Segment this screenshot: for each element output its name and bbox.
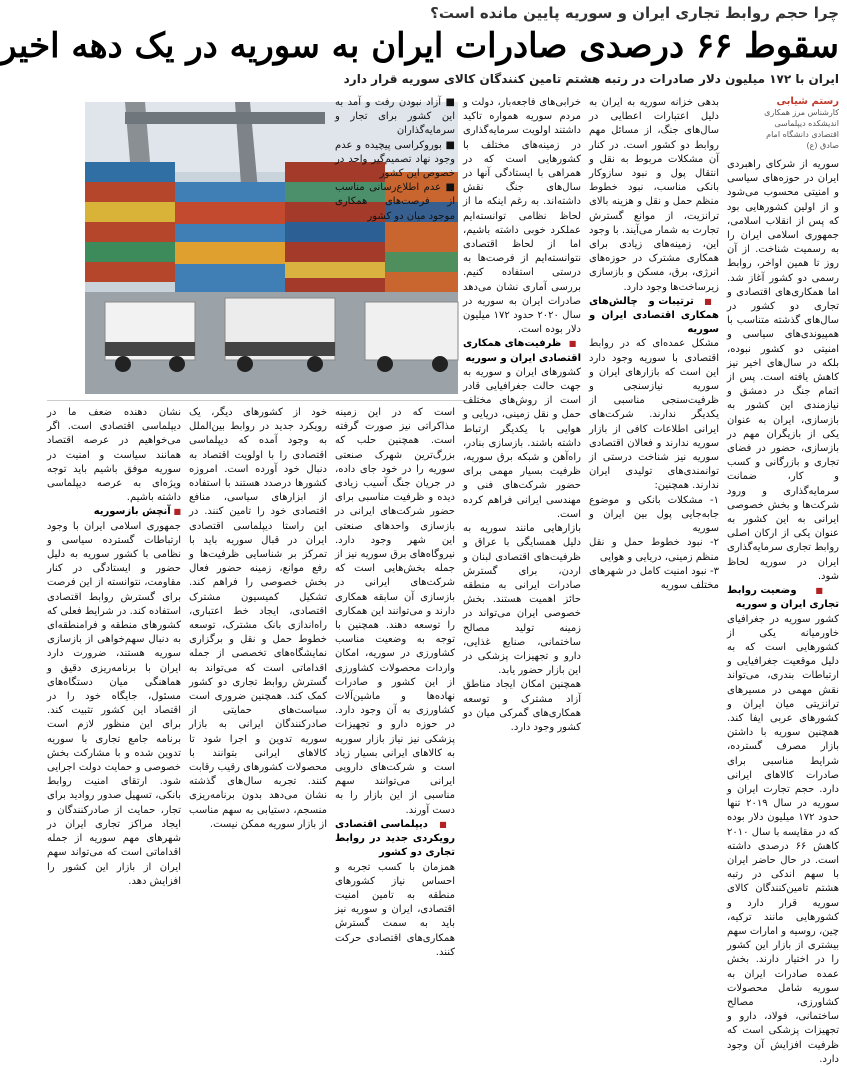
paragraph: کشورهای ایران و سوریه به جهت حالت جغرافیایی قادر است از روش‌های مختلف حمل و نقل زمینی، دریایی و هوایی با یکدیگر ارتباط داشته باشند. بازسازی بنادر، راه‌آهن و شبکه برق سوریه، ظرفیت بسیار مهمی برای حضور شرکت‌های فنی و مهندسی ایرانی فراهم کرده است. [463,366,581,522]
paragraph: همزمان با کسب تجربه و احساس نیاز کشورهای منطقه به تامین امنیت اقتصادی، ایران و سوریه نیز باید به سمت گسترش همکاری‌های اقتصادی حرکت کنند. [335,861,455,960]
paragraph: ۱- مشکلات بانکی و موضوع جابه‌جایی پول بین ایران و سوریه [589,494,719,537]
section-subheading: ■ دیپلماسی اقتصادی رویکردی جدید در روابط تجاری دو کشور [335,818,455,861]
article-headline: سقوط ۶۶ درصدی صادرات ایران به سوریه در یک دهه اخیر [51,26,839,66]
photo-divider [47,400,467,401]
paragraph: مشکل عمده‌ای که در روابط اقتصادی با سوریه وجود دارد این است که بازارهای ایران و سوریه نیازسنجی و ظرفیت‌سنجی مناسبی از یکدیگر ندارند. شرکت‌های ایرانی اطلاعات کافی از بازار سوریه ندارند و فعالان اقتصادی سوریه نیز شناخت درستی از توانمندی‌های تولیدی ایران ندارند. همچنین: [589,337,719,493]
column-7 [47,406,181,751]
author-description: کارشناس مرز همکاری اندیشکده دیپلماسی اقتصادی دانشگاه امام صادق (ع) [747,107,839,151]
paragraph: ۳- نبود امنیت کامل در شهرهای مختلف سوریه [589,565,719,593]
paragraph: سوریه از شرکای راهبردی ایران در حوزه‌های سیاسی و امنیتی محسوب می‌شود و از اولین کشورهایی بود که پس از انقلاب اسلامی، جمهوری اسلامی ایران را به رسمیت شناخت. از آن روز تا همین اواخر، روابط رسمی دو کشور آغاز شد. اما همکاری‌های اقتصادی و تجاری دو کشور در سال‌های گذشته متناسب با همپیوندی‌های سیاسی و امنیتی دو کشور نبوده، بلکه در سال‌های اخیر نیز کاهش یافته است. پس از اتمام جنگ در دمشق و نیازمندی این کشور به بازسازی، ایران به عنوان یکی از بازیگران مهم در بازسازی، حضور در فضای تجاری و بازرگانی و کسب و کار، ضمانت سرمایه‌گذاری و ورود شرکت‌ها و بخش خصوصی ایرانی به این کشور به عنوان یکی از ارکان اصلی روابط تجاری سرمایه‌گذاری ایران در سوریه لحاظ شود. [727,158,839,584]
paragraph: خرابی‌های فاجعه‌بار، دولت و مردم سوریه همواره تاکید داشتند اولویت سرمایه‌گذاری در زمینه‌های مختلف با کشورهایی است که در همراهی با ایستادگی آنها در سال‌های جنگ نقش داشته‌اند. به رغم اینکه ما از لحاظ نظامی توانسته‌ایم عملکرد خوبی داشته باشیم، اما از لحاظ اقتصادی نتوانسته‌ایم از فرصت‌ها به درستی استفاده کنیم. بررسی آماری نشان می‌دهد صادرات ایران به سوریه در سال ۲۰۲۰ حدود ۱۷۲ میلیون دلار بوده است. [463,96,581,337]
article-kicker: چرا حجم روابط تجاری ایران و سوریه پایین مانده است؟ [339,4,839,22]
paragraph: ■ عدم اطلاع‌رسانی مناسب از فرصت‌های همکاری موجود میان دو کشور [335,181,455,224]
section-subheading: ■ وضعیت روابط تجاری ایران و سوریه [727,584,839,612]
section-subheading: ■ ظرفیت‌های همکاری اقتصادی ایران و سوریه [463,337,581,365]
paragraph: جمهوری اسلامی ایران با وجود ارتباطات گسترده سیاسی و نظامی با کشور سوریه به دلیل حضور و ایستادگی در کنار مقاومت، نتوانسته از این فرصت برای گسترش روابط اقتصادی استفاده کند. در شرایط فعلی که کشورهای منطقه و فرامنطقه‌ای به دنبال سهم‌خواهی از بازسازی سوریه هستند، ضرورت دارد ایران با برنامه‌ریزی دقیق و هماهنگی میان دستگاه‌های مسئول، جایگاه خود را در اقتصاد این کشور تثبیت کند. برای این منظور لازم است برنامه جامع تجاری با سوریه تدوین شده و با مشارکت بخش خصوصی و حمایت دولت اجرایی شود. ارتقای امنیت روابط بانکی، تسهیل صدور روادید برای تجار، حمایت از صادرکنندگان و ایجاد مراکز تجاری ایران در شهرهای مهم سوریه از جمله اقداماتی است که می‌تواند سهم ایران از بازار این کشور را افزایش دهد. [47,520,181,889]
paragraph: نشان دهنده ضعف ما در دیپلماسی اقتصادی است. اگر می‌خواهیم در عرصه اقتصاد همانند سیاست و امنیت در سوریه موفق باشیم باید توجه ویژه‌ای به عرصه دیپلماسی داشته باشیم. [47,406,181,505]
newspaper-page [39,0,847,757]
paragraph: ۲- نبود خطوط حمل و نقل منظم زمینی، دریایی و هوایی [589,536,719,564]
author-name: رستم شیابی [747,96,839,107]
section-subheading: ■ ترتیبات و چالش‌های همکاری اقتصادی ایران و سوریه [589,295,719,338]
section-subheading: ■ آنچش بازسوریه [47,505,181,519]
paragraph: ■ بوروکراسی پیچیده و عدم وجود نهاد تصمیم‌گیر واحد در خصوص این کشور [335,139,455,182]
paragraph: همچنین امکان ایجاد مناطق آزاد مشترک و توسعه همکاری‌های گمرکی میان دو کشور وجود دارد. [463,678,581,735]
column-4 [335,96,455,396]
column-2 [589,96,719,751]
column-1 [727,96,839,751]
paragraph: ■ آزاد نبودن رفت و آمد به این کشور برای تجار و سرمایه‌گذاران [335,96,455,139]
paragraph: کشور سوریه در جغرافیای خاورمیانه یکی از کشورهایی است که به دلیل موقعیت جغرافیایی و ارتباطات بندری، می‌تواند نقش مهمی در مسیرهای ترانزیتی میان ایران و کشورهای عربی ایفا کند. همچنین سوریه با داشتن بازار مصرف گسترده، شرایط مناسبی برای صادرات کالاهای ایرانی دارد. حجم تجارت ایران و سوریه در سال ۲۰۱۹ تنها حدود ۱۷۲ میلیون دلار بوده که در مقایسه با سال ۲۰۱۰ کاهش ۶۶ درصدی داشته است. در حال حاضر ایران با سهم اندکی در رتبه هشتم تامین‌کنندگان کالای سوریه قرار دارد و کشورهایی مانند ترکیه، چین، روسیه و امارات سهم بیشتری از بازار این کشور را در اختیار دارند. بخش عمده صادرات ایران به سوریه شامل محصولات کشاورزی، مصالح ساختمانی، فولاد، دارو و تجهیزات پزشکی است که ظرفیت افزایش آن وجود دارد. [727,613,839,1067]
column-6 [189,406,327,751]
paragraph: خود از کشورهای دیگر، یک رویکرد جدید در روابط بین‌الملل به وجود آمده که دیپلماسی اقتصادی را با اولویت اقتصاد به دنبال خود آورده است. امروزه کشورها درصدد هستند با استفاده از ابزارهای سیاسی، منافع اقتصادی خود را تامین کنند. در این راستا دیپلماسی اقتصادی ایران در قبال سوریه باید با تمرکز بر شناسایی ظرفیت‌ها و رفع موانع، زمینه حضور فعال بخش خصوصی را فراهم کند. تشکیل کمیسیون مشترک اقتصادی، ایجاد خط اعتباری، راه‌اندازی بانک مشترک، توسعه خطوط حمل و نقل و برگزاری نمایشگاه‌های تخصصی از جمله اقداماتی است که می‌تواند به گسترش روابط تجاری دو کشور کمک کند. همچنین ضروری است سیاست‌های حمایتی از صادرکنندگان ایرانی به بازار سوریه تدوین و اجرا شود تا کالاهای ایرانی بتوانند با محصولات کشورهای رقیب رقابت کنند. تجربه سال‌های گذشته نشان می‌دهد بدون برنامه‌ریزی منسجم، دستیابی به سهم مناسب از بازار سوریه ممکن نیست. [189,406,327,832]
column-5 [335,406,455,751]
article-lede: ایران با ۱۷۲ میلیون دلار صادرات در رتبه هشتم تامین کنندگان کالای سوریه قرار دارد [439,72,839,86]
paragraph: است که در این زمینه مذاکراتی نیز صورت گرفته است. همچنین حلب که بزرگ‌ترین شهرک صنعتی سوریه را در خود جای داده، در جریان جنگ آسیب زیادی دیده و ظرفیت مناسبی برای حضور شرکت‌های ایرانی در بازسازی واحدهای صنعتی این شهر وجود دارد. نیروگاه‌های برق سوریه نیز از جمله بخش‌هایی است که شرکت‌های ایرانی در بازسازی آن سابقه همکاری دارند و می‌توانند این همکاری را توسعه دهند. همچنین با توجه به وضعیت مناسب کشاورزی در سوریه، امکان واردات محصولات کشاورزی از این کشور و صادرات نهاده‌ها و ماشین‌آلات کشاورزی به آن وجود دارد. در حوزه دارو و تجهیزات پزشکی نیز نیاز بازار سوریه به کالاهای ایرانی بسیار زیاد است و شرکت‌های دارویی ایرانی می‌توانند سهم مناسبی از این بازار را به دست آورند. [335,406,455,818]
paragraph: بدهی خزانه سوریه به ایران به دلیل اعتبارات اعطایی در سال‌های جنگ، از مسائل مهم روابط دو کشور است. در کنار آن مشکلات مربوط به نقل و انتقال پول و نبود سازوکار بانکی مناسب، نبود خطوط منظم حمل و نقل و هزینه بالای ترانزیت، از موانع گسترش تجارت به شمار می‌آیند. با وجود این، زمینه‌های زیادی برای همکاری مشترک در حوزه‌های انرژی، برق، مسکن و بازسازی زیرساخت‌ها وجود دارد. [589,96,719,295]
paragraph: بازارهایی مانند سوریه به دلیل همسایگی با عراق و ظرفیت‌های اقتصادی لبنان و اردن، برای گسترش صادرات ایرانی به منطقه حائز اهمیت هستند. بخش خصوصی ایران می‌تواند در زمینه تولید مصالح ساختمانی، صنایع غذایی، دارو و تجهیزات پزشکی در این بازار حضور یابد. [463,522,581,678]
column-3 [463,96,581,751]
